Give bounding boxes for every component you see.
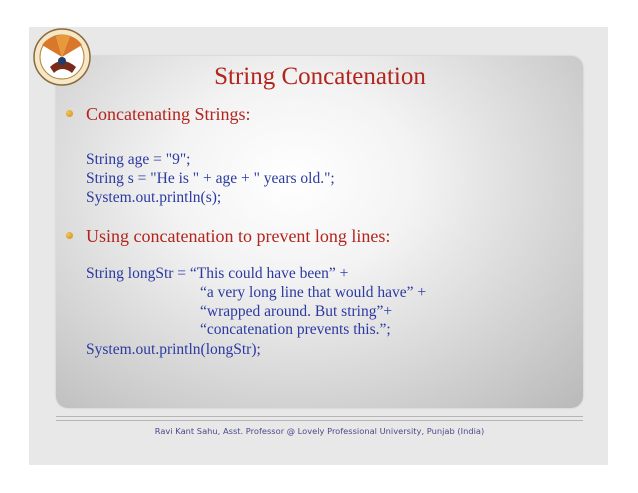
bullet-text: Using concatenation to prevent long lines: (86, 226, 391, 246)
bullet-text: Concatenating Strings: (86, 104, 251, 124)
slide-title: String Concatenation (214, 63, 426, 90)
university-emblem-icon (32, 27, 92, 87)
slide-footer: Ravi Kant Sahu, Asst. Professor @ Lovely Professional University, Punjab (India) (154, 426, 485, 436)
code-line: String s = "He is " + age + " years old."; (86, 170, 335, 187)
footer-divider (56, 416, 583, 417)
code-line: String longStr = “This could have been” + (86, 265, 349, 282)
code-line: “wrapped around. But string”+ (200, 303, 393, 320)
footer-divider (56, 420, 583, 421)
code-line: String age = "9"; (86, 151, 191, 168)
code-line: “concatenation prevents this.”; (200, 321, 391, 338)
bullet-dot-icon (66, 110, 73, 117)
bullet-dot-icon (66, 232, 73, 239)
code-line: System.out.println(s); (86, 189, 222, 206)
code-line: System.out.println(longStr); (86, 341, 261, 358)
code-line: “a very long line that would have” + (200, 284, 427, 301)
